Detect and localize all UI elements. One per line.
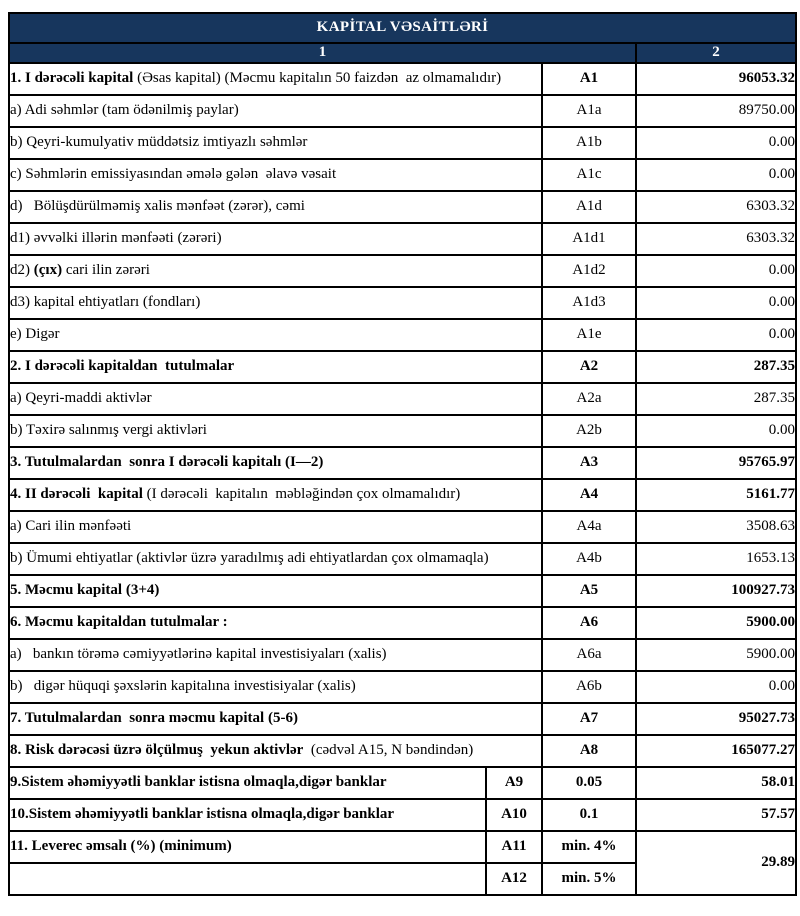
row-value-merged: 29.89: [636, 831, 796, 895]
row-label: [9, 607, 542, 639]
row-label-pre: b) digər hüquqi şəxslərin kapitalına investisiyalar (xalis): [10, 678, 356, 695]
row-label-pre: d2): [10, 262, 34, 279]
row-code: A2: [542, 351, 636, 383]
table-row-a6b: [9, 671, 796, 703]
row-label-pre: a) bankın törəmə cəmiyyətlərinə kapital investisiyaları (xalis): [10, 646, 387, 663]
table-row-a2a: [9, 383, 796, 415]
row-value: 5900.00: [636, 607, 796, 639]
row-value: 165077.27: [636, 735, 796, 767]
row-value: 95027.73: [636, 703, 796, 735]
row-label: [9, 319, 542, 351]
row-label: [9, 63, 542, 95]
row-code: A1e: [542, 319, 636, 351]
row-label: [9, 703, 542, 735]
row-label-bold: 1. I dərəcəli kapital: [10, 70, 134, 87]
row-label-bold: 6. Məcmu kapitaldan tutulmalar :: [10, 614, 228, 631]
row-label-empty: [9, 863, 486, 895]
row-label: [9, 831, 486, 863]
row-label: [9, 511, 542, 543]
row-value: 89750.00: [636, 95, 796, 127]
row-label: [9, 383, 542, 415]
row-label: [9, 287, 542, 319]
row-label: [9, 735, 542, 767]
row-label-pre: a) Adi səhmlər (tam ödənilmiş paylar): [10, 102, 239, 119]
row-value: 0.00: [636, 415, 796, 447]
row-value: 6303.32: [636, 223, 796, 255]
table-row-a4a: [9, 511, 796, 543]
table-row-a4: [9, 479, 796, 511]
row-ratio: 0.05: [542, 767, 636, 799]
row-value: 5161.77: [636, 479, 796, 511]
row-code: A2b: [542, 415, 636, 447]
row-value: 0.00: [636, 287, 796, 319]
row-label-pre: d3) kapital ehtiyatları (fondları): [10, 294, 201, 311]
table-row-a10: [9, 799, 796, 831]
row-label-pre: b) Təxirə salınmış vergi aktivləri: [10, 422, 207, 439]
table-row-a1d3: [9, 287, 796, 319]
row-label: [9, 255, 542, 287]
row-label-pre: a) Cari ilin mənfəəti: [10, 518, 132, 535]
row-label-bold: 7. Tutulmalardan sonra məcmu kapital (5-6): [10, 710, 298, 727]
row-code: A1b: [542, 127, 636, 159]
table-row-a6: [9, 607, 796, 639]
row-value: 6303.32: [636, 191, 796, 223]
row-label-bold: 5. Məcmu kapital (3+4): [10, 582, 160, 599]
row-label: [9, 799, 486, 831]
table-row-a1d1: [9, 223, 796, 255]
row-value: 100927.73: [636, 575, 796, 607]
column-header-1: 1: [9, 43, 636, 63]
row-code: A1a: [542, 95, 636, 127]
row-label: [9, 543, 542, 575]
row-code: A3: [542, 447, 636, 479]
capital-funds-table: [8, 12, 797, 896]
row-label-post: (I dərəcəli kapitalın məbləğindən çox olmamalıdır): [142, 486, 461, 503]
row-label: [9, 223, 542, 255]
row-label-pre: c) Səhmlərin emissiyasından əmələ gələn əlavə vəsait: [10, 166, 337, 183]
row-value: 0.00: [636, 159, 796, 191]
row-label: [9, 159, 542, 191]
row-ratio: 0.1: [542, 799, 636, 831]
row-code: A7: [542, 703, 636, 735]
row-code: A12: [486, 863, 542, 895]
row-ratio: min. 4%: [542, 831, 636, 863]
row-code: A6b: [542, 671, 636, 703]
table-title-row: [9, 13, 796, 43]
table-row-a2b: [9, 415, 796, 447]
row-code: A4b: [542, 543, 636, 575]
row-code: A1d3: [542, 287, 636, 319]
row-value: 287.35: [636, 383, 796, 415]
table-title: KAPİTAL VƏSAİTLƏRİ: [9, 13, 796, 43]
row-value: 0.00: [636, 255, 796, 287]
row-label-bold: 4. II dərəcəli kapital: [10, 486, 143, 503]
row-label-pre: d) Bölüşdürülməmiş xalis mənfəət (zərər), cəmi: [10, 198, 305, 215]
row-value: 1653.13: [636, 543, 796, 575]
row-label-post: cari ilin zərəri: [62, 262, 150, 279]
row-label-pre: b) Qeyri-kumulyativ müddətsiz imtiyazlı səhmlər: [10, 134, 308, 151]
row-code: A1d1: [542, 223, 636, 255]
row-code: A11: [486, 831, 542, 863]
row-label: [9, 767, 486, 799]
row-code: A1d2: [542, 255, 636, 287]
row-label: [9, 671, 542, 703]
row-value: 0.00: [636, 127, 796, 159]
row-code: A9: [486, 767, 542, 799]
table-row-a1: [9, 63, 796, 95]
row-label: [9, 95, 542, 127]
row-label-bold: 8. Risk dərəcəsi üzrə ölçülmuş yekun aktivlər: [10, 742, 304, 759]
column-header-2: 2: [636, 43, 796, 63]
row-ratio: min. 5%: [542, 863, 636, 895]
row-label-pre: d1) əvvəlki illərin mənfəəti (zərəri): [10, 230, 222, 247]
row-value: 57.57: [636, 799, 796, 831]
row-code: A6: [542, 607, 636, 639]
row-value: 96053.32: [636, 63, 796, 95]
row-label: [9, 127, 542, 159]
table-row-a1e: [9, 319, 796, 351]
row-label-pre: a) Qeyri-maddi aktivlər: [10, 390, 152, 407]
row-code: A5: [542, 575, 636, 607]
row-label: [9, 479, 542, 511]
row-label-post: (Əsas kapital) (Məcmu kapitalın 50 faizdən az olmamalıdır): [133, 70, 502, 87]
row-label: [9, 575, 542, 607]
row-value: 0.00: [636, 319, 796, 351]
row-label: [9, 447, 542, 479]
row-code: A1: [542, 63, 636, 95]
table-row-a9: [9, 767, 796, 799]
table-row-a7: [9, 703, 796, 735]
row-code: A2a: [542, 383, 636, 415]
table-row-a1d2: [9, 255, 796, 287]
row-label: [9, 639, 542, 671]
row-label-bold: 2. I dərəcəli kapitaldan tutulmalar: [10, 358, 235, 375]
column-header-row: [9, 43, 796, 63]
row-label-text: 9.Sistem əhəmiyyətli banklar istisna olmaqla,digər banklar: [10, 774, 387, 791]
row-value: 95765.97: [636, 447, 796, 479]
table-row-a6a: [9, 639, 796, 671]
row-label-post: (cədvəl A15, N bəndindən): [303, 742, 474, 759]
row-label-pre: b) Ümumi ehtiyatlar (aktivlər üzrə yaradılmış adi ehtiyatlardan çox olmamaqla): [10, 550, 489, 567]
row-value: 0.00: [636, 671, 796, 703]
table-row-a11: [9, 831, 796, 863]
table-row-a4b: [9, 543, 796, 575]
row-code: A4a: [542, 511, 636, 543]
row-code: A10: [486, 799, 542, 831]
row-value: 287.35: [636, 351, 796, 383]
table-row-a1b: [9, 127, 796, 159]
table-row-a1c: [9, 159, 796, 191]
row-label: [9, 191, 542, 223]
row-label-bold: 3. Tutulmalardan sonra I dərəcəli kapitalı (I—2): [10, 454, 324, 471]
row-label-text: 11. Leverec əmsalı (%) (minimum): [10, 838, 232, 855]
row-label: [9, 351, 542, 383]
row-label-bold: (çıx): [33, 262, 63, 279]
row-label-pre: e) Digər: [10, 326, 60, 343]
table-row-a3: [9, 447, 796, 479]
row-code: A8: [542, 735, 636, 767]
row-label-text: 10.Sistem əhəmiyyətli banklar istisna olmaqla,digər banklar: [10, 806, 395, 823]
row-code: A1c: [542, 159, 636, 191]
table-row-a8: [9, 735, 796, 767]
row-label: [9, 415, 542, 447]
row-value: 58.01: [636, 767, 796, 799]
table-row-a1a: [9, 95, 796, 127]
row-value: 5900.00: [636, 639, 796, 671]
table-row-a1d: [9, 191, 796, 223]
row-code: A1d: [542, 191, 636, 223]
row-code: A4: [542, 479, 636, 511]
row-value: 3508.63: [636, 511, 796, 543]
table-row-a5: [9, 575, 796, 607]
table-row-a2: [9, 351, 796, 383]
row-code: A6a: [542, 639, 636, 671]
